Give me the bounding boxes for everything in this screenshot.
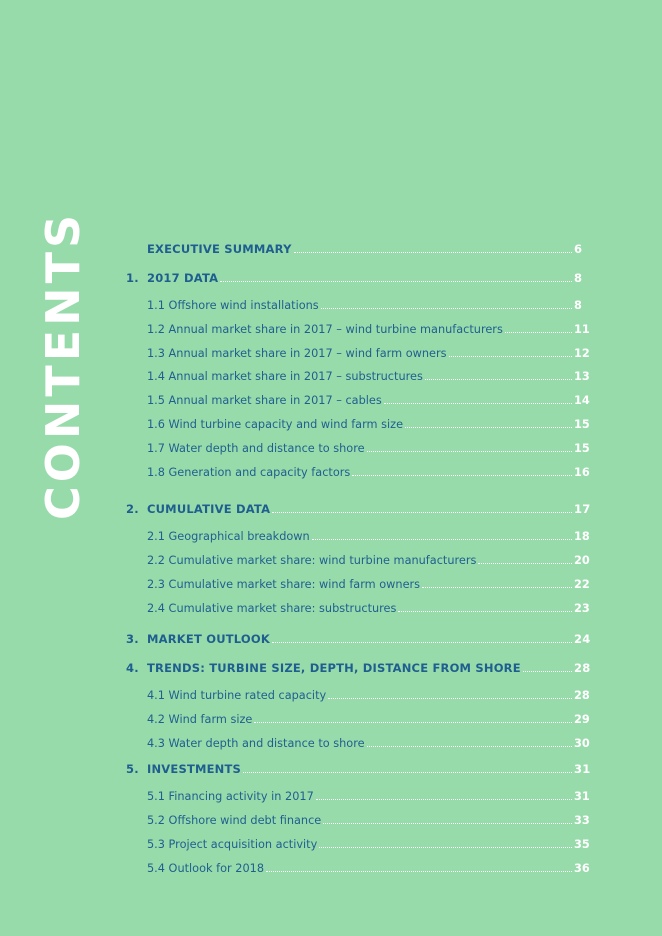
toc-entry-label: 5.1 Financing activity in 2017 xyxy=(147,789,314,803)
toc-entry-label: 1.8 Generation and capacity factors xyxy=(147,465,351,479)
toc-entry-number: 3. xyxy=(126,632,139,646)
dot-leader xyxy=(294,251,572,253)
toc-entry-label: 5.2 Offshore wind debt finance xyxy=(147,813,322,827)
toc-entry-page-number: 15 xyxy=(574,441,590,455)
toc-entry[interactable] xyxy=(126,269,592,287)
toc-entry[interactable] xyxy=(126,835,592,853)
dot-leader xyxy=(328,697,572,699)
toc-entry-page-number: 22 xyxy=(574,577,590,591)
dot-leader xyxy=(478,562,572,564)
toc-entry-page-number: 23 xyxy=(574,601,590,615)
toc-entry[interactable] xyxy=(126,463,592,481)
toc-entry-label: 1.4 Annual market share in 2017 – substructures xyxy=(147,369,423,383)
dot-leader xyxy=(367,450,572,452)
toc-entry-label: 5.3 Project acquisition activity xyxy=(147,837,318,851)
toc-entry-label: 2.4 Cumulative market share: substructures xyxy=(147,601,397,615)
toc-entry-label: 2.3 Cumulative market share: wind farm owners xyxy=(147,577,421,591)
toc-entry[interactable] xyxy=(126,787,592,805)
toc-entry-label: 4.1 Wind turbine rated capacity xyxy=(147,688,327,702)
toc-entry-label: 4.3 Water depth and distance to shore xyxy=(147,736,365,750)
toc-entry-page-number: 28 xyxy=(574,661,591,675)
toc-entry-page-number: 29 xyxy=(574,712,590,726)
toc-entry-page-number: 8 xyxy=(574,298,582,312)
dot-leader xyxy=(319,846,572,848)
toc-entry-page-number: 24 xyxy=(574,632,591,646)
toc-entry[interactable] xyxy=(126,344,592,362)
toc-entry[interactable] xyxy=(126,760,592,778)
toc-entry-label: MARKET OUTLOOK xyxy=(147,632,270,646)
dot-leader xyxy=(323,822,572,824)
dot-leader xyxy=(367,745,572,747)
toc-entry-label: INVESTMENTS xyxy=(147,762,242,776)
dot-leader xyxy=(352,474,572,476)
dot-leader xyxy=(312,538,572,540)
toc-entry[interactable] xyxy=(126,599,592,617)
toc-entry-label: 1.3 Annual market share in 2017 – wind farm owners xyxy=(147,346,447,360)
dot-leader xyxy=(316,798,572,800)
toc-entry[interactable] xyxy=(126,240,592,258)
dot-leader xyxy=(266,870,572,872)
toc-entry[interactable] xyxy=(126,811,592,829)
toc-entry[interactable] xyxy=(126,710,592,728)
toc-entry-page-number: 11 xyxy=(574,322,590,336)
toc-entry-page-number: 36 xyxy=(574,861,590,875)
toc-entry-page-number: 30 xyxy=(574,736,590,750)
toc-entry-label: 2017 DATA xyxy=(147,271,219,285)
toc-entry-page-number: 31 xyxy=(574,789,590,803)
toc-entry-page-number: 28 xyxy=(574,688,590,702)
dot-leader xyxy=(272,511,572,513)
dot-leader xyxy=(384,402,572,404)
dot-leader xyxy=(422,586,572,588)
toc-entry[interactable] xyxy=(126,527,592,545)
dot-leader xyxy=(398,610,572,612)
toc-entry[interactable] xyxy=(126,367,592,385)
toc-entry-page-number: 35 xyxy=(574,837,590,851)
toc-entry[interactable] xyxy=(126,859,592,877)
toc-entry-label: 5.4 Outlook for 2018 xyxy=(147,861,265,875)
dot-leader xyxy=(449,355,572,357)
toc-entry-label: EXECUTIVE SUMMARY xyxy=(147,242,292,256)
contents-heading: CONTENTS xyxy=(36,210,90,520)
toc-entry-page-number: 8 xyxy=(574,271,583,285)
toc-entry-page-number: 13 xyxy=(574,369,590,383)
toc-entry-label: 2.2 Cumulative market share: wind turbine manufacturers xyxy=(147,553,477,567)
dot-leader xyxy=(425,378,572,380)
toc-entry-page-number: 33 xyxy=(574,813,590,827)
toc-entry-page-number: 16 xyxy=(574,465,590,479)
toc-entry-page-number: 18 xyxy=(574,529,590,543)
toc-entry-label: CUMULATIVE DATA xyxy=(147,502,271,516)
toc-entry-number: 2. xyxy=(126,502,139,516)
toc-entry[interactable] xyxy=(126,686,592,704)
toc-entry-page-number: 6 xyxy=(574,242,583,256)
toc-entry-page-number: 15 xyxy=(574,417,590,431)
toc-entry[interactable] xyxy=(126,391,592,409)
toc-entry[interactable] xyxy=(126,320,592,338)
dot-leader xyxy=(243,771,572,773)
toc-entry-page-number: 17 xyxy=(574,502,591,516)
toc-entry[interactable] xyxy=(126,296,592,314)
toc-entry-label: 1.7 Water depth and distance to shore xyxy=(147,441,365,455)
dot-leader xyxy=(523,670,572,672)
dot-leader xyxy=(405,426,572,428)
dot-leader xyxy=(321,307,572,309)
toc-entry-page-number: 12 xyxy=(574,346,590,360)
toc-entry-page-number: 20 xyxy=(574,553,590,567)
toc-entry-label: 1.5 Annual market share in 2017 – cables xyxy=(147,393,382,407)
toc-entry-number: 1. xyxy=(126,271,139,285)
toc-entry[interactable] xyxy=(126,415,592,433)
toc-entry-page-number: 31 xyxy=(574,762,591,776)
toc-entry-label: 1.2 Annual market share in 2017 – wind turbine manufacturers xyxy=(147,322,503,336)
toc-entry[interactable] xyxy=(126,551,592,569)
toc-entry[interactable] xyxy=(126,439,592,457)
dot-leader xyxy=(272,641,572,643)
toc-entry[interactable] xyxy=(126,500,592,518)
toc-entry-label: 4.2 Wind farm size xyxy=(147,712,253,726)
dot-leader xyxy=(220,280,572,282)
toc-entry-number: 5. xyxy=(126,762,139,776)
toc-entry-label: 2.1 Geographical breakdown xyxy=(147,529,310,543)
toc-entry[interactable] xyxy=(126,630,592,648)
toc-entry-page-number: 14 xyxy=(574,393,590,407)
dot-leader xyxy=(505,331,572,333)
toc-entry[interactable] xyxy=(126,659,592,677)
toc-entry-label: 1.1 Offshore wind installations xyxy=(147,298,319,312)
toc-entry-label: 1.6 Wind turbine capacity and wind farm size xyxy=(147,417,404,431)
toc-entry[interactable] xyxy=(126,575,592,593)
toc-entry[interactable] xyxy=(126,734,592,752)
dot-leader xyxy=(254,721,572,723)
toc-entry-label: TRENDS: TURBINE SIZE, DEPTH, DISTANCE FROM SHORE xyxy=(147,661,521,675)
toc-entry-number: 4. xyxy=(126,661,139,675)
